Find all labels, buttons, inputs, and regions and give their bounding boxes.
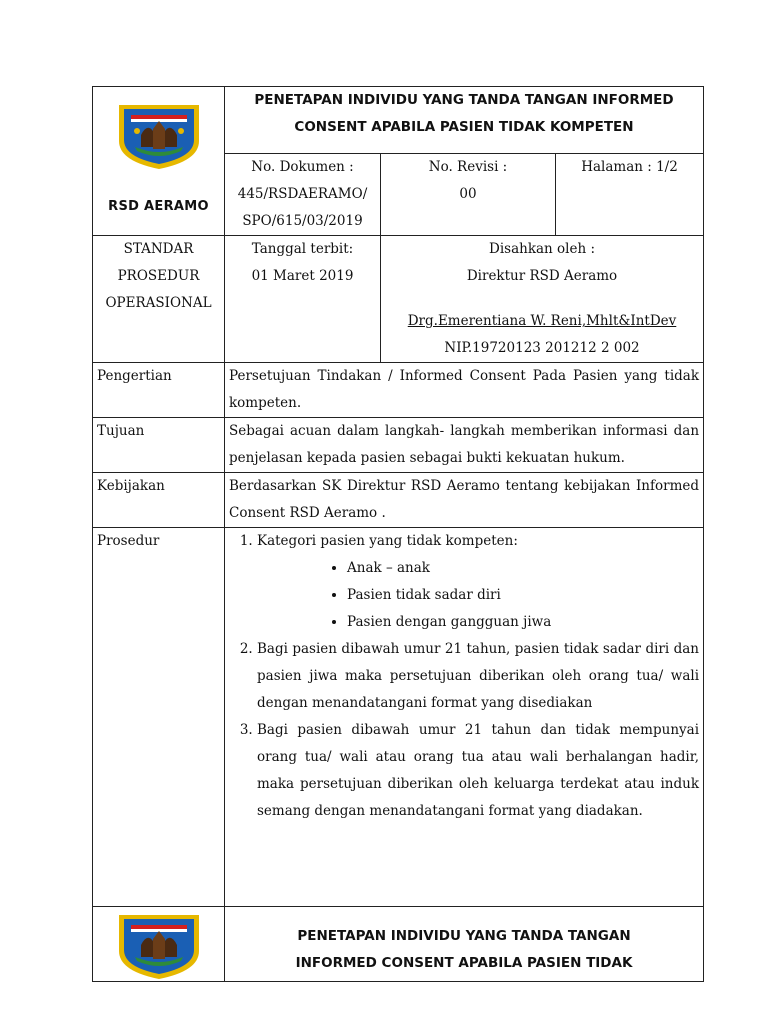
revision-label: No. Revisi : bbox=[428, 159, 508, 175]
approved-title: Direktur RSD Aeramo bbox=[466, 268, 618, 284]
list-item: • Anak – anak bbox=[347, 555, 699, 582]
procedure-step bbox=[257, 528, 699, 636]
section-text-prosedur bbox=[225, 528, 704, 907]
doc-number-value: 445/RSDAERAMO/ SPO/615/03/2019 bbox=[237, 186, 368, 229]
procedure-step: 3. Bagi pasien dibawah umur 21 tahun dan tidak mempunyai orang tua/ wali atau orang tua atau wali berhalangan hadir, maka persetujuan diberikan oleh keluarga terdekat atau induk semang dengan menandatangani format yang diadakan. bbox=[257, 717, 699, 825]
doc-number-cell bbox=[225, 154, 381, 236]
issued-label: Tanggal terbit: bbox=[251, 241, 354, 257]
footer-logo-cell bbox=[93, 907, 225, 982]
section-text-pengertian: Persetujuan Tindakan / Informed Consent Pada Pasien yang tidak kompeten. bbox=[225, 363, 704, 418]
page-title: PENETAPAN INDIVIDU YANG TANDA TANGAN INFORMED CONSENT APABILA PASIEN TIDAK KOMPETEN bbox=[225, 87, 704, 154]
category-list bbox=[257, 555, 699, 636]
section-label-prosedur: Prosedur bbox=[93, 528, 225, 907]
footer-title-line2: INFORMED CONSENT APABILA PASIEN TIDAK bbox=[295, 955, 633, 971]
regency-crest-icon bbox=[113, 911, 205, 981]
page-number: Halaman : 1/2 bbox=[556, 154, 704, 236]
signer-name: Drg.Emerentiana W. Reni,Mhlt&IntDev bbox=[407, 313, 677, 329]
doc-number-label: No. Dokumen : bbox=[251, 159, 354, 175]
footer-title bbox=[225, 907, 704, 982]
list-item: • Pasien tidak sadar diri bbox=[347, 582, 699, 609]
section-text-kebijakan: Berdasarkan SK Direktur RSD Aeramo tentang kebijakan Informed Consent RSD Aeramo . bbox=[225, 473, 704, 528]
revision-value: 00 bbox=[459, 186, 477, 202]
list-item: • Pasien dengan gangguan jiwa bbox=[347, 609, 699, 636]
procedure-steps bbox=[229, 528, 699, 825]
procedure-step: 2. Bagi pasien dibawah umur 21 tahun, pasien tidak sadar diri dan pasien jiwa maka persetujuan diberikan oleh orang tua/ wali dengan menandatangani format yang disediakan bbox=[257, 636, 699, 717]
section-label-kebijakan: Kebijakan bbox=[93, 473, 225, 528]
approved-label: Disahkan oleh : bbox=[489, 241, 595, 257]
regency-crest-icon bbox=[113, 101, 205, 171]
signer-nip: NIP.19720123 201212 2 002 bbox=[444, 340, 640, 356]
section-text-tujuan: Sebagai acuan dalam langkah- langkah memberikan informasi dan penjelasan kepada pasien sebagai bukti kekuatan hukum. bbox=[225, 418, 704, 473]
revision-cell bbox=[381, 154, 556, 236]
section-label-tujuan: Tujuan bbox=[93, 418, 225, 473]
sop-table bbox=[92, 86, 704, 982]
procedure-step-text: Kategori pasien yang tidak kompeten: bbox=[257, 533, 518, 549]
approval-cell bbox=[381, 236, 704, 363]
issued-date: 01 Maret 2019 bbox=[251, 268, 354, 284]
logo-cell bbox=[93, 87, 225, 236]
footer-title-line1: PENETAPAN INDIVIDU YANG TANDA TANGAN bbox=[297, 928, 631, 944]
sop-label: STANDAR PROSEDUR OPERASIONAL bbox=[93, 236, 225, 363]
issued-cell bbox=[225, 236, 381, 363]
org-name: RSD AERAMO bbox=[108, 199, 209, 214]
section-label-pengertian: Pengertian bbox=[93, 363, 225, 418]
